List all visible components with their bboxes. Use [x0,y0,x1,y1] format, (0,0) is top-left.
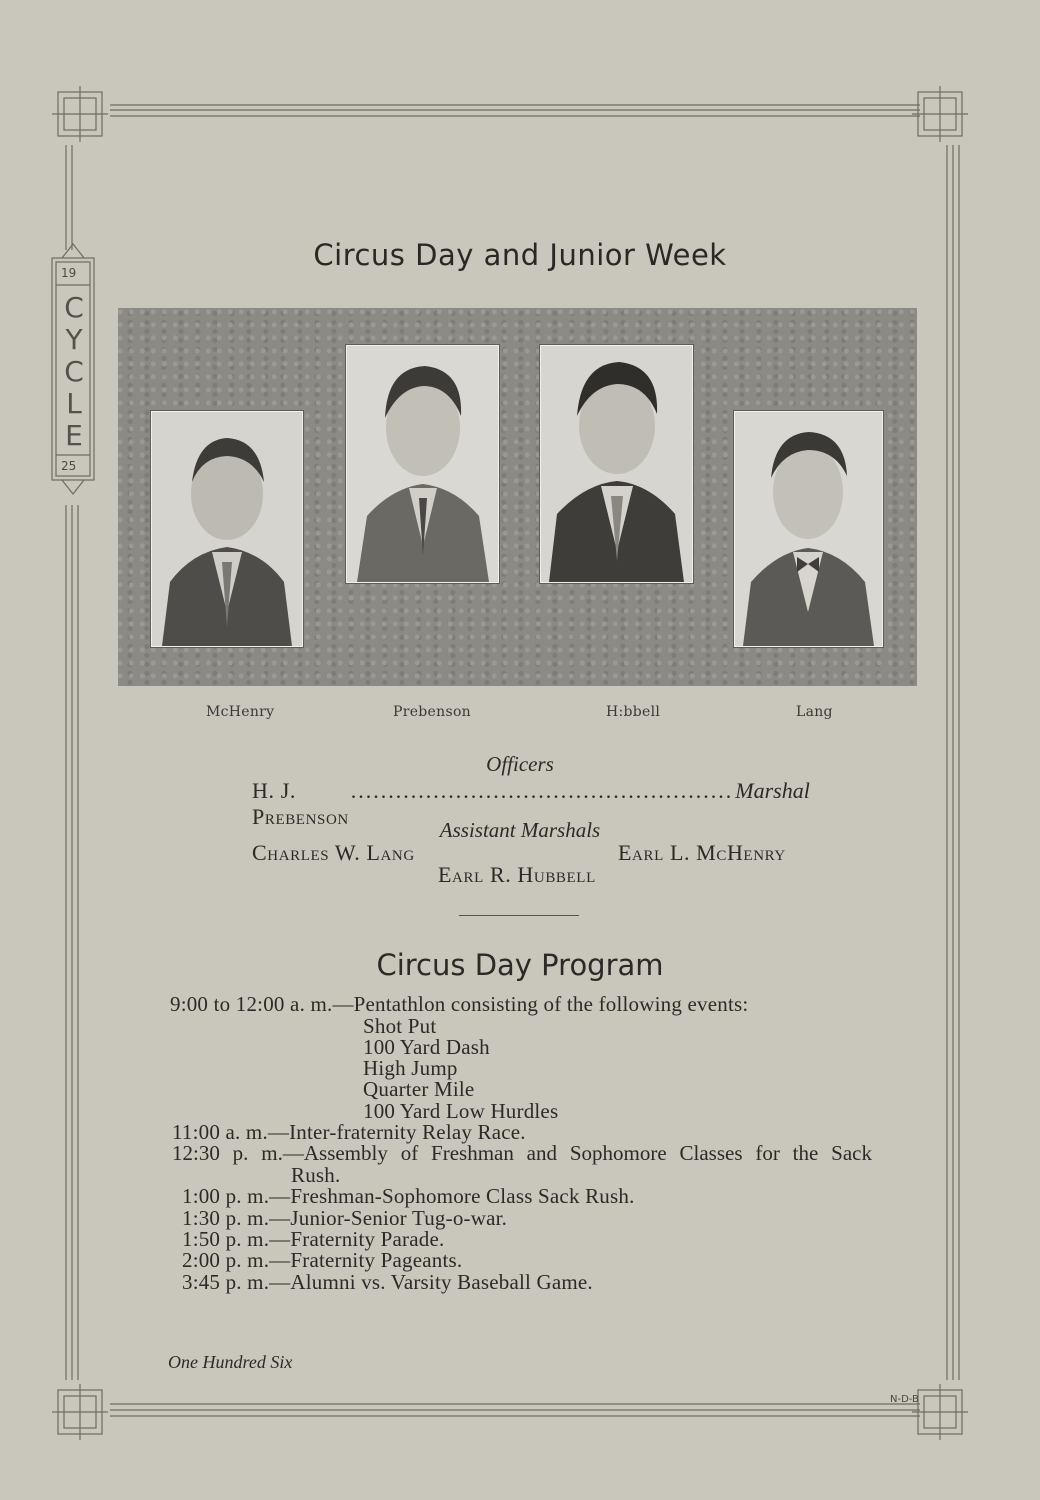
caption-mchenry: McHenry [206,704,275,720]
caption-hubbell: H:bbell [606,704,661,720]
side-ornament-year-top: 19 [61,266,77,280]
portrait-mchenry [151,411,303,647]
program-item: 1:30 p. m.—Junior-Senior Tug-o-war. [182,1206,508,1230]
assistant-lang: Charles W. Lang [252,840,415,865]
leader-dots: ................................................... [350,778,734,803]
portrait-lang [734,411,883,647]
officers-heading: Officers [486,752,554,776]
program-assembly: 12:30 p. m.—Assembly of Freshman and Sophomore Classes for the Sack [172,1141,872,1165]
program-item: 2:00 p. m.—Fraternity Pageants. [182,1248,463,1272]
marshal-name: H. J. Prebenson [252,778,349,829]
caption-prebenson: Prebenson [393,704,471,720]
assistant-hubbell: Earl R. Hubbell [438,862,596,887]
program-pentathlon: 9:00 to 12:00 a. m.—Pentathlon consisting of the following events: [170,992,749,1016]
side-ornament-label: CYCLE [64,291,84,452]
page-number: One Hundred Six [168,1352,293,1372]
marshal-title: Marshal [735,778,810,803]
event-item: 100 Yard Low Hurdles [363,1099,559,1123]
event-item: 100 Yard Dash [363,1035,490,1059]
portrait-prebenson [346,345,499,583]
program-assembly-cont: Rush. [291,1163,341,1187]
assistant-mchenry: Earl L. McHenry [618,840,786,865]
event-item: High Jump [363,1056,458,1080]
program-item: 3:45 p. m.—Alumni vs. Varsity Baseball Game. [182,1270,593,1294]
side-ornament-year-bottom: 25 [61,459,77,473]
program-relay: 11:00 a. m.—Inter-fraternity Relay Race. [172,1120,526,1144]
program-heading: Circus Day Program [376,948,664,982]
program-item: 1:00 p. m.—Freshman-Sophomore Class Sack Rush. [182,1184,635,1208]
page-title: Circus Day and Junior Week [313,238,727,272]
portrait-hubbell [540,345,693,583]
printer-seal: N-D-B [890,1394,919,1405]
caption-lang: Lang [796,704,833,720]
event-item: Quarter Mile [363,1077,475,1101]
assistant-marshals-heading: Assistant Marshals [439,818,601,842]
event-item: Shot Put [363,1014,437,1038]
program-item: 1:50 p. m.—Fraternity Parade. [182,1227,445,1251]
divider-rule [459,915,579,916]
